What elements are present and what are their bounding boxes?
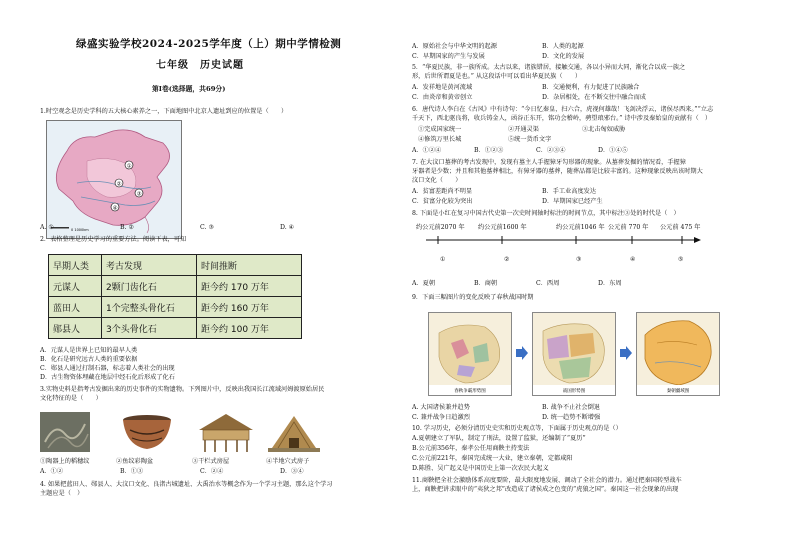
- q6-option-c[interactable]: C．②③④: [536, 147, 566, 154]
- map-marker-4: ④: [112, 205, 118, 212]
- q5-option-a[interactable]: A．发祥地是黄河流域: [412, 84, 473, 91]
- qin-territory-map-icon: [637, 313, 719, 395]
- q2-option-b[interactable]: B．化石是研究远古人类的重要依据: [40, 356, 138, 363]
- q3-stem-line2: 文化特征的是（ ）: [40, 395, 102, 402]
- q3-caption-2: ②鱼纹彩陶盆: [116, 458, 154, 465]
- semi-cave-house-icon: [268, 412, 320, 452]
- q3-option-b[interactable]: B．①③: [120, 468, 144, 475]
- q2-stem: 2．表格整理是历史学习的重要方法。阅读下表，可知: [40, 236, 187, 243]
- timeline-label-3: 约公元前1046 年: [556, 224, 605, 231]
- q3-image-semi-cave-house: [268, 412, 320, 452]
- q10-option-c[interactable]: C.公元前221年，秦国完成统一大业，建立秦朝，定都咸阳: [412, 455, 573, 462]
- q6-line2: 千天下，西北驱良将，收兵铸金人，函谷正东开，铭功会稽岭，骋望琅邪台。” 诗中涉及秦始皇的贡献有（ ）: [412, 115, 712, 122]
- q3-image-stilt-house: [195, 412, 257, 452]
- table-cell: 距今约 170 万年: [197, 276, 302, 297]
- q7-line1: 7. 在大汶口墓葬的考古发现中，发现有墓主人手握獐牙勾形器的现象。从墓葬发掘的情况看，手握獐: [412, 159, 686, 166]
- q3-option-c[interactable]: C．②④: [200, 468, 224, 475]
- timeline-label-1: 约公元前2070 年: [416, 224, 465, 231]
- map-marker-3: ③: [136, 191, 142, 198]
- q8-option-a[interactable]: A．夏朝: [412, 280, 436, 287]
- q1-stem: 1.时空观念是历史学科的五大核心素养之一，下面地图中北京人遗址到应的位置是（ ）: [40, 108, 288, 115]
- map-scale: 0 1000km: [71, 228, 89, 232]
- q8-option-c[interactable]: C．西周: [536, 280, 560, 287]
- q4-option-c[interactable]: C．早期国家的产生与发展: [412, 53, 485, 60]
- rice-pattern-icon: [40, 412, 90, 452]
- table-cell: 2颗门齿化石: [102, 276, 197, 297]
- table-cell: 郧县人: [49, 318, 102, 339]
- q3-option-a[interactable]: A．①②: [40, 468, 64, 475]
- q2-table: [48, 254, 302, 339]
- q4-option-d[interactable]: D．文化的发展: [542, 53, 585, 60]
- q9-map-spring-autumn: [428, 312, 512, 396]
- right-column: [412, 0, 768, 550]
- timeline-axis: [412, 234, 702, 254]
- q6-line1: 6．唐代诗人李白在《古风》中有诗句：“今日忆秦皇，扫六合，虎视何雄哉！飞剑决浮云，诸侯尽西来。”“立志: [412, 106, 714, 113]
- table-cell: 蓝田人: [49, 297, 102, 318]
- warring-states-map-icon: [533, 313, 615, 395]
- q7-option-b[interactable]: B．手工业高度发达: [542, 188, 597, 195]
- q3-image-rice-pattern: [40, 412, 90, 452]
- timeline-marker-4: ④: [630, 256, 636, 263]
- table-cell: 元谋人: [49, 276, 102, 297]
- table-row: [49, 255, 302, 276]
- timeline-marker-3: ③: [576, 256, 582, 263]
- q3-caption-4: ④半地穴式房子: [266, 458, 310, 465]
- q8-option-d[interactable]: D．东周: [598, 280, 622, 287]
- q4-stem-line2: 主题应是（ ）: [40, 490, 84, 497]
- table-cell: 早期人类: [49, 255, 102, 276]
- q1-option-b[interactable]: B. ②: [120, 224, 135, 231]
- table-row: [49, 276, 302, 297]
- q1-china-map: [46, 120, 182, 239]
- table-cell: 距今约 160 万年: [197, 297, 302, 318]
- timeline-label-5: 公元前 475 年: [660, 224, 701, 231]
- q2-option-c[interactable]: C．郧县人通过打制石器，标志着人类社会的出现: [40, 365, 175, 372]
- arrow-icon: [620, 345, 632, 359]
- table-row: [49, 318, 302, 339]
- q3-option-d[interactable]: D．③④: [280, 468, 304, 475]
- q4-stem-line1: 4. 如果把蓝田人、郧县人、大汶口文化、良渚古城遗址、大禹治水等概念作为一个学习主题，那么这个学习: [40, 481, 333, 488]
- q7-option-d[interactable]: D．早期国家已经产生: [542, 198, 603, 205]
- table-cell: 3个头骨化石: [102, 318, 197, 339]
- q6-item-1: ①完成国家统一: [418, 126, 462, 133]
- q5-line2: 形，后世所谓夏是也。” 从这段话中可以看出华夏民族（ ）: [412, 73, 582, 80]
- left-column: [40, 0, 390, 550]
- map-title-1: 春秋争霸形势图: [454, 389, 486, 394]
- q6-item-2: ②开通灵渠: [508, 126, 539, 133]
- q4-option-b[interactable]: B．人类的起源: [542, 43, 584, 50]
- q2-option-d[interactable]: D．古生物资体埋藏在地层中经石化后形成了化石: [40, 374, 175, 381]
- q10-option-b[interactable]: B.公元前356年，秦孝公任用商鞅主持变法: [412, 445, 530, 452]
- q7-option-c[interactable]: C．贫富分化较为突出: [412, 198, 473, 205]
- q8-stem: 8. 下面是小红在复习中国古代史第一次史时间轴时标注的时间节点，其中标注③处的时代是（ ）: [412, 210, 680, 217]
- q6-option-b[interactable]: B．①②③: [474, 147, 504, 154]
- map-title-2: 战国形势图: [562, 389, 586, 394]
- q10-option-a[interactable]: A.夏朝建立了军队，制定了刑法，设置了监狱，还编制了“夏历”: [412, 435, 586, 442]
- table-cell: 时间推断: [197, 255, 302, 276]
- timeline-marker-1: ①: [440, 256, 446, 263]
- q6-option-d[interactable]: D．①④⑤: [598, 147, 628, 154]
- map-title-3: 秦朝疆域图: [666, 389, 690, 394]
- q10-option-d[interactable]: D.陈胜、吴广起义是中国历史上第一次农民大起义: [412, 465, 549, 472]
- q6-item-5: ⑤统一货币文字: [508, 136, 552, 143]
- q6-option-a[interactable]: A．①②④: [412, 147, 442, 154]
- q7-line2: 牙器者是少数；并且和其他墓葬相比，有獐牙器的墓葬，随葬品都是比较丰富的。这种现象反映出该时期大: [412, 168, 703, 175]
- q8-timeline: [412, 222, 702, 272]
- q6-item-4: ④修筑万里长城: [418, 136, 462, 143]
- stilt-house-icon: [195, 412, 257, 452]
- q1-option-d[interactable]: D. ④: [280, 224, 295, 231]
- q1-option-c[interactable]: C. ③: [200, 224, 214, 231]
- q9-option-d[interactable]: D. 统一趋势不断增强: [542, 414, 601, 421]
- china-map-svg: [47, 121, 181, 238]
- q5-option-d[interactable]: D．杂居相处，在不断交往中融合而成: [542, 94, 646, 101]
- q1-option-a[interactable]: A. ①: [40, 224, 54, 231]
- q3-caption-3: ③干栏式房屋: [192, 458, 230, 465]
- q3-image-painted-pot: [118, 412, 176, 452]
- q11-line1: 11.商鞅把全社会激励体系高度要阶，最大限度地发展、调动了全社会的潜力。通过把秦国转型战车: [412, 477, 682, 484]
- q3-stem-line1: 3.实物史料是指考古发掘出来的历史事件的实物遗物。下列图片中，反映出我国长江流域河姆渡原始居民: [40, 386, 325, 393]
- timeline-marker-5: ⑤: [678, 256, 684, 263]
- timeline-label-4: 公元前 770 年: [608, 224, 649, 231]
- table-cell: 1个完整头骨化石: [102, 297, 197, 318]
- timeline-marker-2: ②: [504, 256, 510, 263]
- q6-item-3: ③北击匈奴威胁: [582, 126, 626, 133]
- q11-line2: 上，商鞅把讲求眼中的“夷狄之邦”改造成了诸侯成之色变的“虎狼之国”。秦国这一社会现象的出现: [412, 486, 679, 493]
- q5-option-c[interactable]: C．由炎帝和黄帝创立: [412, 94, 473, 101]
- q9-stem: 9．下面三幅图片的变化反映了春秋战国时期: [412, 294, 534, 301]
- q5-line1: 5．“华夏民族，非一族所成。太古以来，诸族错居，接触交通，各以小异而大同，渐化合以成一族之: [412, 64, 686, 71]
- arrow-icon: [516, 345, 528, 359]
- q4-option-a[interactable]: A．原始社会与中华文明的起源: [412, 43, 497, 50]
- section-heading: 第Ⅰ卷(选择题，共69分): [152, 85, 226, 93]
- q9-option-c[interactable]: C. 兼并战争日趋激烈: [412, 414, 470, 421]
- exam-subtitle: 七年级 历史试题: [156, 60, 244, 71]
- map-marker-1: ①: [126, 163, 132, 170]
- timeline-label-2: 约公元前1600 年: [478, 224, 527, 231]
- q9-option-a[interactable]: A. 大国诸侯兼并趋势: [412, 404, 470, 411]
- q9-map-warring-states: [532, 312, 616, 396]
- q8-option-b[interactable]: B．商朝: [474, 280, 498, 287]
- q5-option-b[interactable]: B．交通便利，有力促进了民族融合: [542, 84, 640, 91]
- q10-stem: 10. 学习历史，必须分清历史史实和历史观点等，下面属于历史观点的是（）: [412, 425, 622, 432]
- map-marker-2: ②: [116, 181, 122, 188]
- q2-option-a[interactable]: A．元谋人是世界上已知的最早人类: [40, 347, 138, 354]
- q9-map-qin-territory: [636, 312, 720, 396]
- q7-line3: 汶口文化（ ）: [412, 177, 462, 184]
- spring-autumn-map-icon: [429, 313, 511, 395]
- table-cell: 考古发现: [102, 255, 197, 276]
- q9-option-b[interactable]: B. 战争不止社会倒退: [542, 404, 600, 411]
- exam-title: 绿盛实验学校2024-2025学年度（上）期中学情检测: [76, 38, 342, 50]
- q3-caption-1: ①陶器上的稻穗纹: [40, 458, 90, 465]
- table-row: [49, 297, 302, 318]
- q7-option-a[interactable]: A．贫富差距尚不明显: [412, 188, 473, 195]
- painted-pottery-icon: [118, 412, 176, 452]
- table-cell: 距今约 100 万年: [197, 318, 302, 339]
